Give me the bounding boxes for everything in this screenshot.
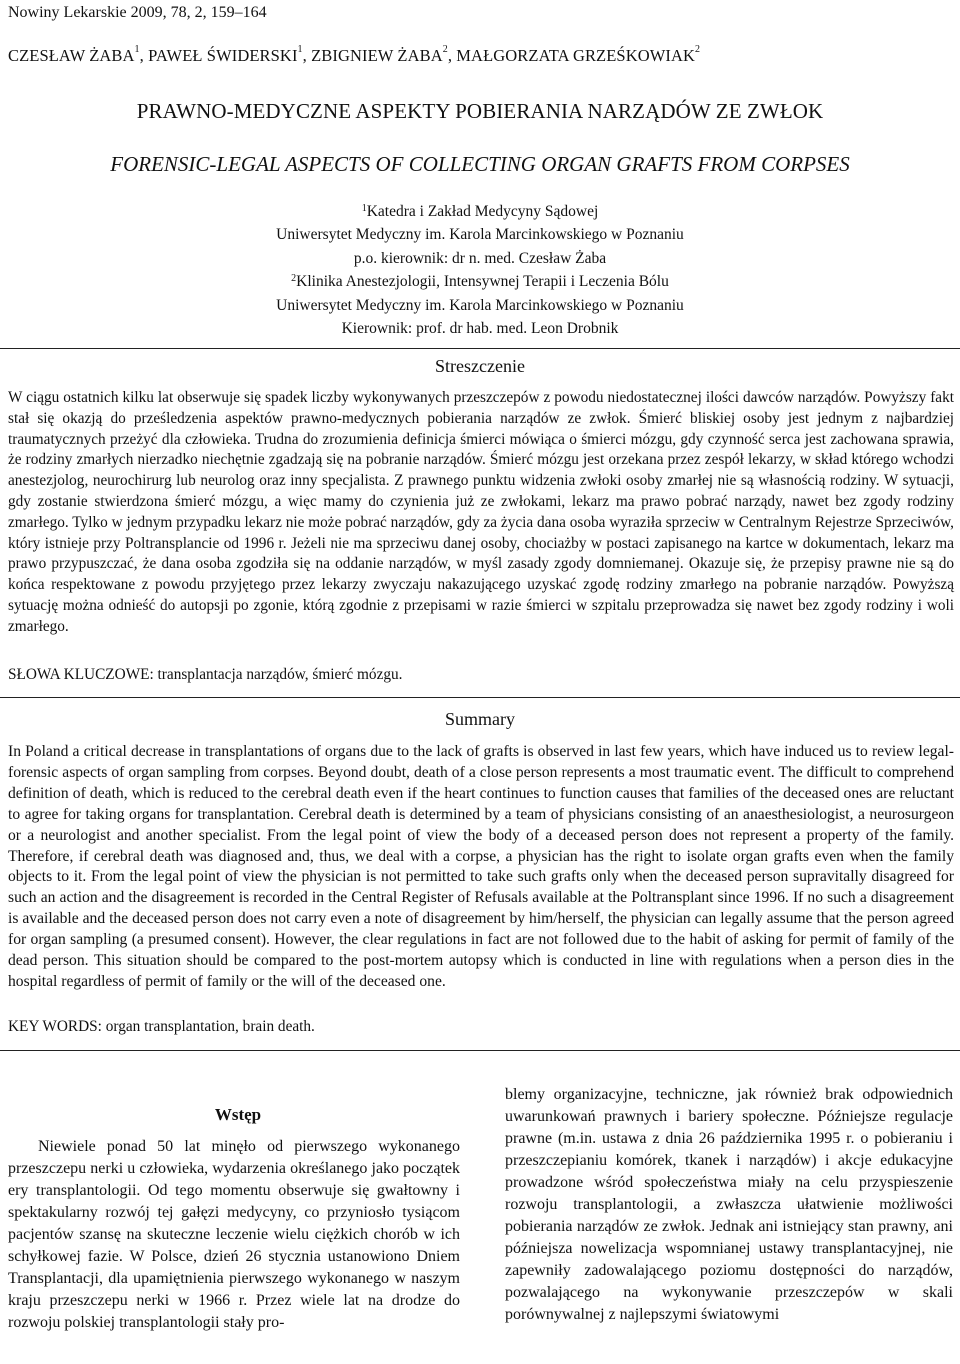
affiliation-line: Kierownik: prof. dr hab. med. Leon Drobnik [341, 320, 619, 338]
author-name: ZBIGNIEW ŻABA [311, 46, 443, 65]
author-name: CZESŁAW ŻABA [8, 46, 135, 65]
article-title-polish: PRAWNO-MEDYCZNE ASPEKTY POBIERANIA NARZĄDÓW ZE ZWŁOK [136, 99, 824, 123]
author-affiliation-mark: 1 [297, 44, 303, 55]
section-divider [0, 348, 960, 349]
summary-heading: Summary [445, 709, 515, 729]
article-title-english: FORENSIC-LEGAL ASPECTS OF COLLECTING ORGAN GRAFTS FROM CORPSES [110, 152, 850, 176]
section-divider [0, 1050, 960, 1051]
author-list: CZESŁAW ŻABA$^1$, PAWEŁ ŚWIDERSKI$^1$, ZBIGNIEW ŻABA$^2$, MAŁGORZATA GRZEŚKOWIAK$^2$ [8, 44, 701, 65]
streszczenie-text: W ciągu ostatnich kilku lat obserwuje się spadek liczby wykonywanych przeszczepów z powodu niedostatecznej ilości dawców narządów. Powyższy fakt stał się okazją do prześledzenia aspektów prawno-medycznych pobierania narządów ze zwłok. Śmierć bliskiej osoby jest jednym z najbardziej traumatycznych przeżyć dla człowieka. Trudna do zrozumienia definicja śmierci mówiąca o śmierci mózgu, gdy czynność serca jest zachowana sprawia, że rodziny zmarłych nierzadko niechętnie zgadzają się na pobranie narządów. Śmierć mózgu jest orzekana przez zespół lekarzy, w skład którego wchodzi anestezjolog, neurochirurg lub neurolog oraz inny specjalista. Z prawnego punktu widzenia zwłoki osoby zmarłej nie są własnością rodziny. W sytuacji, gdy zostanie stwierdzona śmierć mózgu, a więc mamy do czynienia już ze zwłokami, lekarz ma prawo pobrać narządy, nawet bez zgody rodziny zmarłego. Tylko w jednym przypadku lekarz nie może pobrać narządów, gdy za życia dana osoba wyraziła sprzeciw w Centralnym Rejestrze Sprzeciwów, który istnieje przy Poltransplancie od 1996 r. Jeżeli nie ma sprzeciwu danej osoby, chociażby w postaci zapisanego na kartce w dokumentach, lekarz ma prawo przypuszczać, że dana osoba zgodziła się na oddanie narządów, w myśl zasady zgody domniemanej. Okazuje się, że przepisy prawne nie są do końca respektowane z powodu przyjętego przez lekarzy zwyczaju nakazującego uzyskać zgodę rodziny zmarłego na pobranie narządów. Powyższą sytuację można odnieść do autopsji po zgonie, którą zgodnie z przepisami w razie śmierci w szpitalu przeprowadza się nawet bez zgody rodziny i woli zmarłego. [8, 389, 954, 635]
affiliation-line: p.o. kierownik: dr n. med. Czesław Żaba [353, 249, 607, 267]
affiliation-line: $^1$Katedra i Zakład Medycyny Sądowej [361, 203, 599, 220]
affiliation-line: Uniwersytet Medyczny im. Karola Marcinkowskiego w Poznaniu [276, 226, 684, 244]
affiliation-line: Uniwersytet Medyczny im. Karola Marcinkowskiego w Poznaniu [276, 296, 684, 314]
english-keywords: KEY WORDS: organ transplantation, brain death. [8, 1018, 315, 1035]
polish-keywords: SŁOWA KLUCZOWE: transplantacja narządów, śmierć mózgu. [8, 666, 403, 683]
introduction-right-column: blemy organizacyjne, techniczne, jak również brak odpowiednich uwarunkowań prawnych i bariery społeczne. Późniejsze regulacje prawne (m.in. ustawa z dnia 26 października 1995 r. o pobieraniu i przeszczepianiu komórek, tkanek i narządów) i akcje edukacyjne prowadzone wśród społeczeństwa miały na celu przyspieszenie rozwoju transplantologii, a zwłaszcza ułatwienie możliwości pobierania narządów ze zwłok. Jednak ani istniejący stan prawny, ani późniejsza nowelizacja wspomnianej ustawy transplantacyjnej, nie zapewniły zadowalającego poziomu dostępności do narządów, pozwalającego na wykonywanie przeszczepów w skali porównywalnej z najlepszymi światowymi [505, 1086, 953, 1323]
introduction-heading: Wstęp [214, 1105, 262, 1124]
introduction-left-column: Niewiele ponad 50 lat minęło od pierwszego wykonanego przeszczepu nerki u człowieka, wydarzenia określanego jako początek ery transplantologii. Od tego momentu obserwuje się gwałtowny i spektakularny rozwój tej gałęzi medycyny, co przyniosło tysiącom pacjentów szansę na skuteczne leczenie wielu ciężkich chorób w ich schyłkowej fazie. W Polsce, dzień 26 stycznia ustanowiono Dniem Transplantacji, dla upamiętnienia pierwszego wykonanego w naszym kraju przeszczepu nerki w 1966 r. Przez wiele lat na drodze do rozwoju polskiej transplantologii stały pro- [8, 1138, 460, 1331]
author-name: PAWEŁ ŚWIDERSKI [148, 46, 298, 65]
affiliation-line: $^2$Klinika Anestezjologii, Intensywnej Terapii i Leczenia Bólu [291, 273, 669, 291]
affiliations [0, 200, 960, 340]
streszczenie-heading: Streszczenie [435, 356, 525, 376]
affiliation-mark: 1 [361, 203, 367, 214]
section-divider [0, 697, 960, 698]
affiliation-mark: 2 [291, 273, 297, 285]
author-name: MAŁGORZATA GRZEŚKOWIAK [456, 46, 696, 65]
author-affiliation-mark: 1 [134, 44, 140, 55]
author-affiliation-mark: 2 [695, 44, 701, 55]
author-affiliation-mark: 2 [442, 44, 448, 55]
summary-text: In Poland a critical decrease in transplantations of organs due to the lack of grafts is observed in last few years, which have induced us to review legal-forensic aspects of organ sampling from corpses. Beyond doubt, death of a close person represents a most traumatic event. The difficult to comprehend definition of death, which is reduced to the cerebral death even if the heart continues to function causes that families of the deceased ones are reluctant to agree for taking organs for transplantation. Cerebral death is determined by a team of physicians consisting of an anaesthesiologist, a neurosurgeon or a neurologist and another specialist. From the legal point of view the body of a deceased person does not represent a property of the family. Therefore, if cerebral death was diagnosed and, thus, we deal with a corpse, a physician has the right to isolate organ grafts even when the family objects to it. From the legal point of view the physician is not permitted to take such grafts only when the deceased person supravitally disagreed for such an action and the disagreement is recorded in the Central Register of Refusals available at the Poltransplant since 1996. If no such a disagreement is available and the deceased person does not carry even a note of disagreement by him/herself, the physician can legally assume that the person agreed for organ sampling (a presumed consent). However, the clear regulations in fact are not followed due to the habit of asking for permit of family of the dead person. This situation should be compared to the post-mortem autopsy which is conducted in line with regulations when a person dies in the hospital regardless of permit of family or the will of the deceased one. [8, 743, 954, 990]
journal-citation: Nowiny Lekarskie 2009, 78, 2, 159–164 [8, 4, 267, 21]
